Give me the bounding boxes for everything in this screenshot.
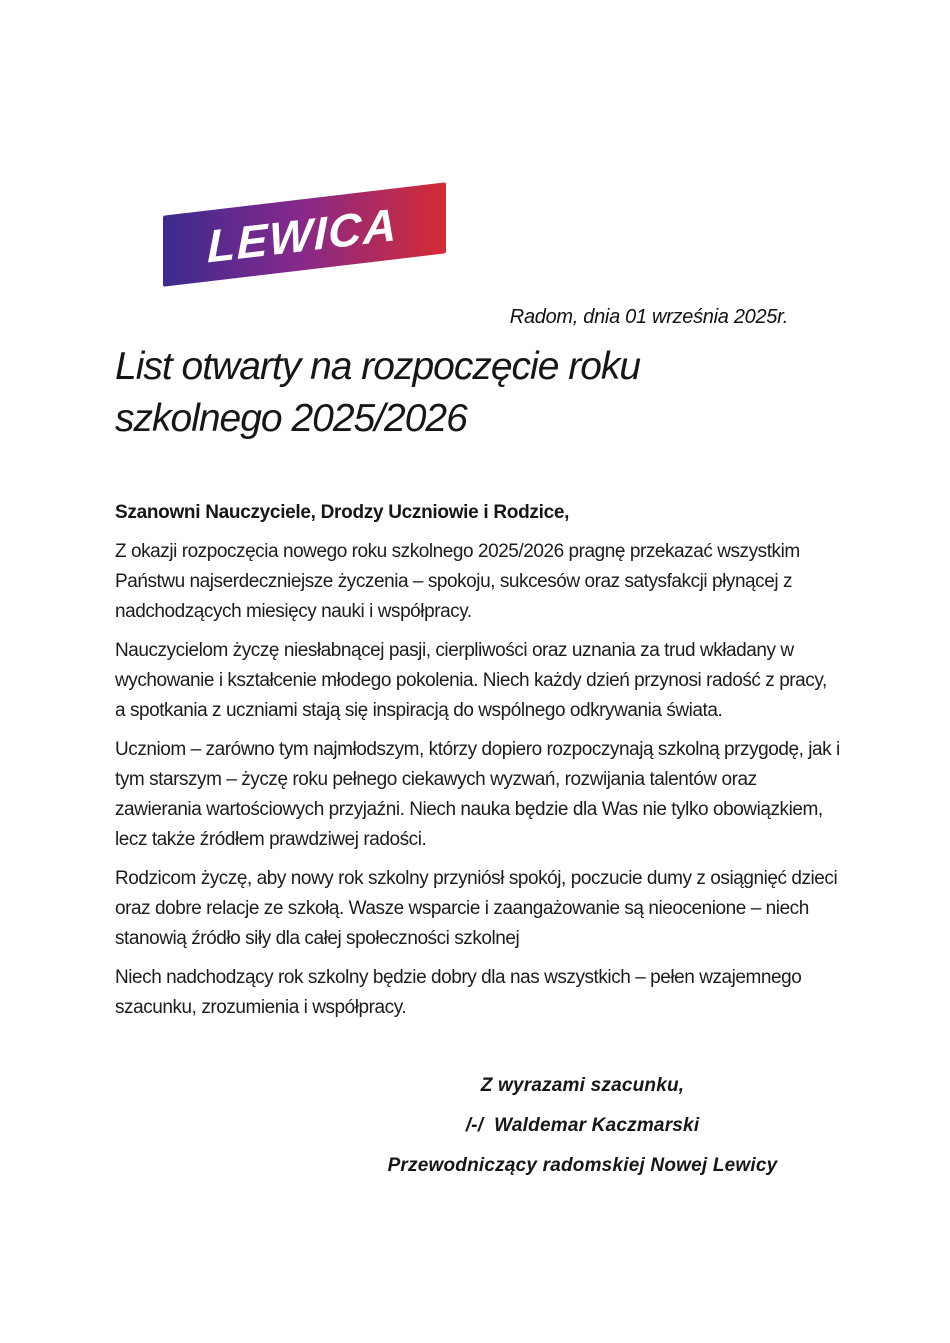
date-line: Radom, dnia 01 września 2025r. xyxy=(509,306,788,328)
salutation: Szanowni Nauczyciele, Drodzy Uczniowie i Rodzice, xyxy=(115,501,570,523)
closing-signatory-title: Przewodniczący radomskiej Nowej Lewicy xyxy=(387,1154,778,1176)
closing-block xyxy=(115,1071,840,1181)
paragraph-wishes-all: Z okazji rozpoczęcia nowego roku szkolnego 2025/2026 pragnę przekazać wszystkim Państwu najserdeczniejsze życzenia – spokoju, sukcesów oraz satysfakcji płynącej z nadchodzących miesięcy nauki i współpracy. xyxy=(115,540,800,622)
lewica-logo-text: LEWICA xyxy=(207,197,398,273)
paragraph-final-wish: Niech nadchodzący rok szkolny będzie dobry dla nas wszystkich – pełen wzajemnego szacunku, zrozumienia i współpracy. xyxy=(115,966,802,1018)
closing-signature: /-/ Waldemar Kaczmarski xyxy=(465,1114,700,1136)
paragraph-students: Uczniom – zarówno tym najmłodszym, którzy dopiero rozpoczynają szkolną przygodę, jak i tym starszym – życzę roku pełnego ciekawych wyzwań, rozwijania talentów oraz zawierania wartościowych przyjaźni. Niech nauka będzie dla Was nie tylko obowiązkiem, lecz także źródłem prawdziwej radości. xyxy=(115,738,840,850)
paragraph-teachers: Nauczycielom życzę niesłabnącej pasji, cierpliwości oraz uznania za trud wkładany w wychowanie i kształcenie młodego pokolenia. Niech każdy dzień przynosi radość z pracy, a spotkania z uczniami stają się inspiracją do wspólnego odkrywania świata. xyxy=(115,639,827,721)
letter-body xyxy=(115,0,840,1191)
paragraph-parents: Rodzicom życzę, aby nowy rok szkolny przyniósł spokój, poczucie dumy z osiągnięć dzieci oraz dobre relacje ze szkołą. Wasze wsparcie i zaangażowanie są nieocenione – niech stanowią źródło siły dla całej społeczności szkolnej xyxy=(115,867,838,949)
letter-title: List otwarty na rozpoczęcie roku szkolnego 2025/2026 xyxy=(115,345,641,441)
closing-salutation: Z wyrazami szacunku, xyxy=(480,1074,685,1096)
